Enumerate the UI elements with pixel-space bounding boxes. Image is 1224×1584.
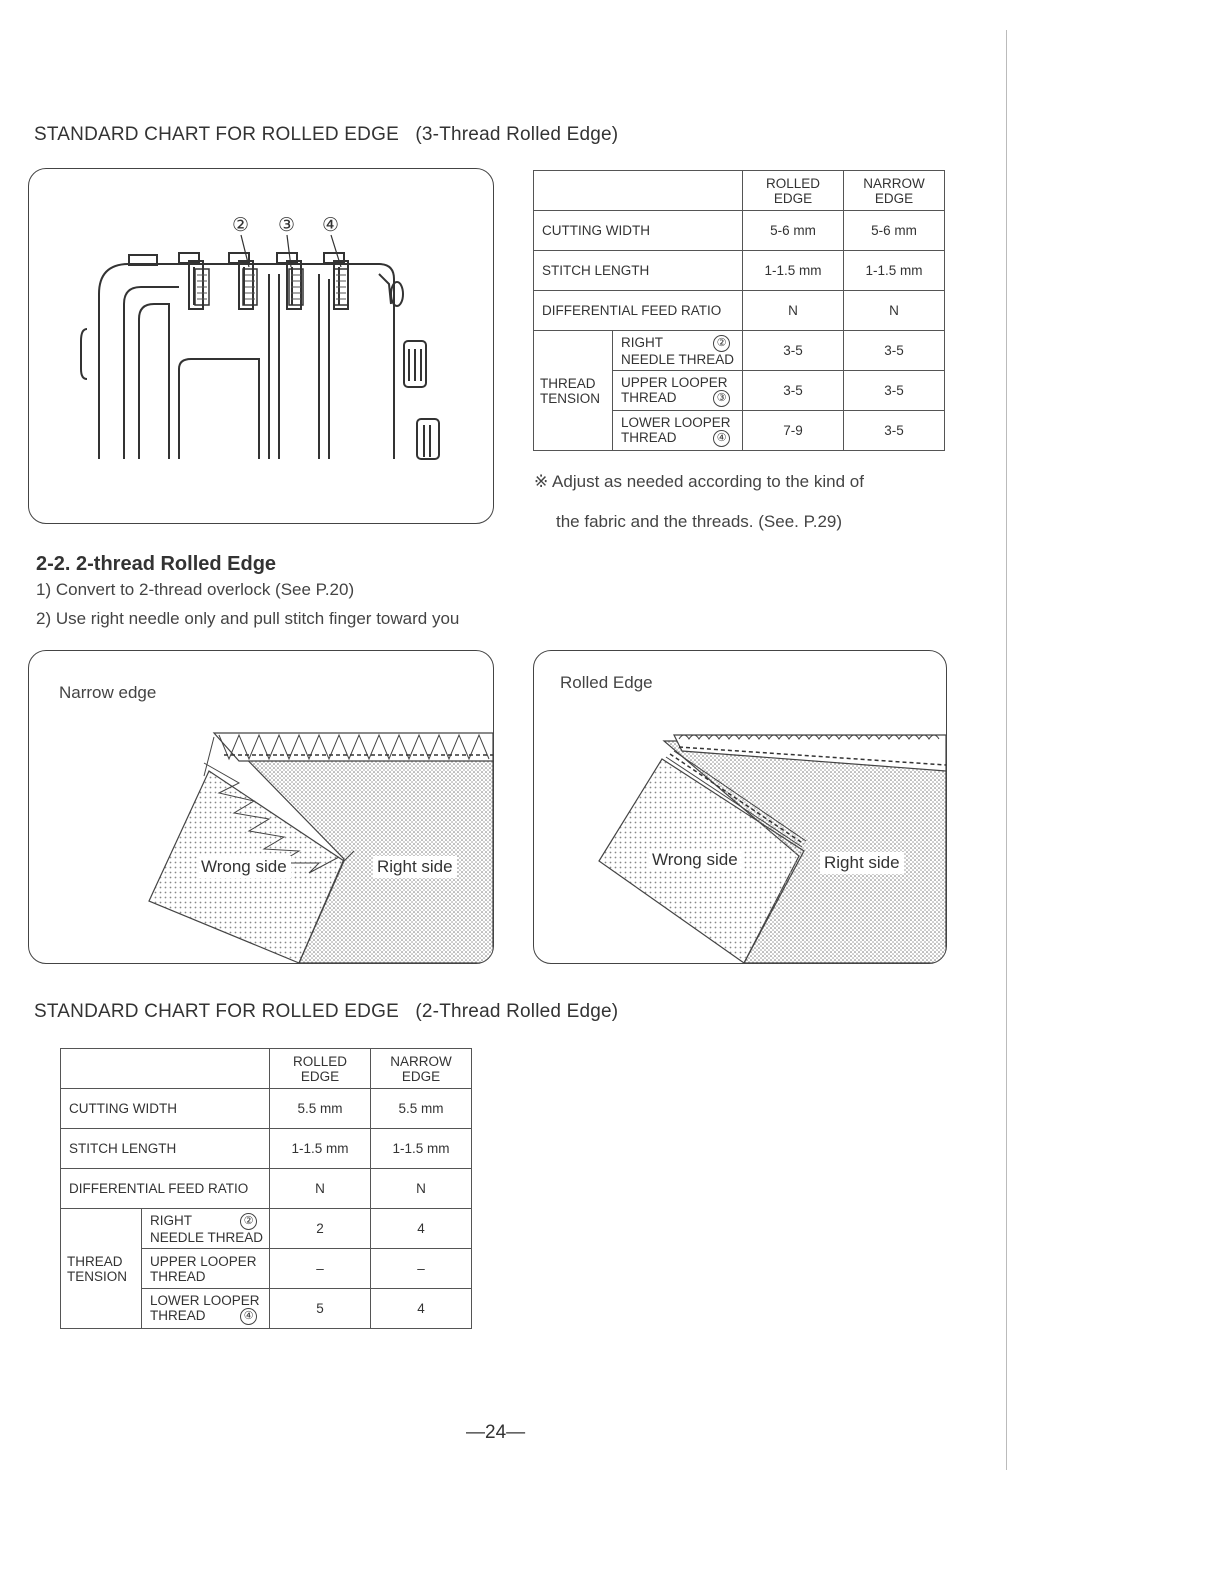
cell-narrow: 4 — [371, 1289, 472, 1329]
cell-narrow: 4 — [371, 1209, 472, 1249]
chart1-heading — [34, 124, 618, 146]
table-row — [61, 1169, 472, 1209]
section-title: 2-2. 2-thread Rolled Edge — [36, 553, 277, 575]
cell-narrow: 3-5 — [844, 371, 945, 411]
step-2: 2) Use right needle only and pull stitch finger toward you — [36, 609, 460, 628]
sub-l2: THREAD — [621, 429, 677, 445]
cell-rolled: 1-1.5 mm — [743, 251, 844, 291]
marker-2: ② — [232, 214, 250, 236]
col-rolled-l2: EDGE — [773, 190, 813, 206]
thread-l2: TENSION — [540, 390, 601, 406]
col-rolled-l1: ROLLED — [292, 1053, 348, 1069]
sub-label-lower-looper — [142, 1289, 270, 1329]
narrow-edge-title: Narrow edge — [59, 683, 157, 702]
table-2-thread — [60, 1048, 472, 1329]
circle-2-icon: ② — [713, 335, 730, 352]
chart2-heading — [34, 1001, 618, 1023]
sub-l1: LOWER LOOPER — [150, 1292, 260, 1308]
circle-4-icon: ④ — [240, 1308, 257, 1325]
cell-narrow: 5-6 mm — [844, 211, 945, 251]
col-rolled-l2: EDGE — [300, 1068, 340, 1084]
circle-3-icon: ③ — [713, 390, 730, 407]
sub-l1: RIGHT — [621, 334, 663, 350]
table2-corner — [61, 1049, 270, 1089]
table2-col-rolled — [270, 1049, 371, 1089]
cell-rolled: – — [270, 1249, 371, 1289]
cell-rolled: 5 — [270, 1289, 371, 1329]
sub-l1: LOWER LOOPER — [621, 414, 731, 430]
cell-rolled: 5-6 mm — [743, 211, 844, 251]
note-asterisk-icon: ※ — [534, 472, 549, 491]
rolled-edge-figure — [533, 650, 947, 964]
cell-rolled: 2 — [270, 1209, 371, 1249]
cell-narrow: 1-1.5 mm — [844, 251, 945, 291]
note-line1: Adjust as needed according to the kind of — [552, 472, 864, 491]
thread-l2: TENSION — [67, 1268, 128, 1284]
sub-l2: THREAD — [621, 389, 677, 405]
cell-narrow: 5.5 mm — [371, 1089, 472, 1129]
sub-label-right-needle — [142, 1209, 270, 1249]
table-row — [534, 291, 945, 331]
cell-rolled: N — [743, 291, 844, 331]
rolled-edge-title: Rolled Edge — [560, 673, 653, 692]
table-row — [534, 211, 945, 251]
col-narrow-l1: NARROW — [863, 175, 925, 191]
narrow-edge-figure — [28, 650, 494, 964]
sub-l2: THREAD — [150, 1268, 206, 1284]
thread-l1: THREAD — [67, 1253, 123, 1269]
cell-rolled: 3-5 — [743, 371, 844, 411]
table1-col-narrow — [844, 171, 945, 211]
sub-label-upper-looper — [142, 1249, 270, 1289]
cell-narrow: – — [371, 1249, 472, 1289]
sub-l1: UPPER LOOPER — [621, 374, 728, 390]
row-label: CUTTING WIDTH — [61, 1089, 270, 1129]
table1-corner — [534, 171, 743, 211]
page-number: —24— — [466, 1422, 526, 1443]
col-rolled-l1: ROLLED — [765, 175, 821, 191]
row-label: CUTTING WIDTH — [534, 211, 743, 251]
cell-narrow: 1-1.5 mm — [371, 1129, 472, 1169]
sub-label-upper-looper — [613, 371, 743, 411]
thread-l1: THREAD — [540, 375, 596, 391]
table-row — [534, 251, 945, 291]
row-label: STITCH LENGTH — [534, 251, 743, 291]
col-narrow-l2: EDGE — [874, 190, 914, 206]
marker-4: ④ — [322, 214, 340, 236]
rolled-wrong-side-label: Wrong side — [648, 849, 742, 871]
table2-col-narrow — [371, 1049, 472, 1089]
adjust-note-line2: the fabric and the threads. (See. P.29) — [556, 512, 843, 531]
table-3-thread — [533, 170, 945, 451]
rolled-edge-illustration — [534, 651, 946, 963]
table1-col-rolled — [743, 171, 844, 211]
circle-4-icon: ④ — [713, 430, 730, 447]
row-label: STITCH LENGTH — [61, 1129, 270, 1169]
col-narrow-l1: NARROW — [390, 1053, 452, 1069]
thread-tension-label — [61, 1209, 142, 1329]
scan-edge-line — [1006, 30, 1007, 1470]
cell-narrow: 3-5 — [844, 331, 945, 371]
cell-rolled: N — [270, 1169, 371, 1209]
row-label: DIFFERENTIAL FEED RATIO — [61, 1169, 270, 1209]
chart1-heading-title: STANDARD CHART FOR ROLLED EDGE — [34, 124, 399, 145]
adjust-note — [534, 472, 864, 492]
table-row — [534, 331, 945, 371]
col-narrow-l2: EDGE — [401, 1068, 441, 1084]
marker-3: ③ — [278, 214, 296, 236]
circle-2-icon: ② — [240, 1213, 257, 1230]
cell-narrow: N — [844, 291, 945, 331]
sub-l1: UPPER LOOPER — [150, 1253, 257, 1269]
sub-label-lower-looper — [613, 411, 743, 451]
cell-rolled: 7-9 — [743, 411, 844, 451]
table-row — [61, 1089, 472, 1129]
cell-rolled: 1-1.5 mm — [270, 1129, 371, 1169]
machine-illustration — [29, 169, 493, 523]
sub-l2: NEEDLE THREAD — [150, 1229, 264, 1245]
sub-l1: RIGHT — [150, 1212, 192, 1228]
machine-figure — [28, 168, 494, 524]
chart2-heading-title: STANDARD CHART FOR ROLLED EDGE — [34, 1001, 399, 1022]
rolled-right-side-label: Right side — [820, 852, 904, 874]
table-row — [61, 1129, 472, 1169]
thread-tension-label — [534, 331, 613, 451]
table-row — [61, 1209, 472, 1249]
cell-narrow: N — [371, 1169, 472, 1209]
narrow-right-side-label: Right side — [373, 856, 457, 878]
narrow-wrong-side-label: Wrong side — [197, 856, 291, 878]
sub-l2: THREAD — [150, 1307, 206, 1323]
chart1-heading-sub: (3-Thread Rolled Edge) — [415, 124, 619, 145]
cell-rolled: 3-5 — [743, 331, 844, 371]
chart2-heading-sub: (2-Thread Rolled Edge) — [415, 1001, 619, 1022]
sub-label-right-needle — [613, 331, 743, 371]
cell-rolled: 5.5 mm — [270, 1089, 371, 1129]
cell-narrow: 3-5 — [844, 411, 945, 451]
row-label: DIFFERENTIAL FEED RATIO — [534, 291, 743, 331]
sub-l2: NEEDLE THREAD — [621, 351, 735, 367]
step-1: 1) Convert to 2-thread overlock (See P.20) — [36, 580, 355, 599]
